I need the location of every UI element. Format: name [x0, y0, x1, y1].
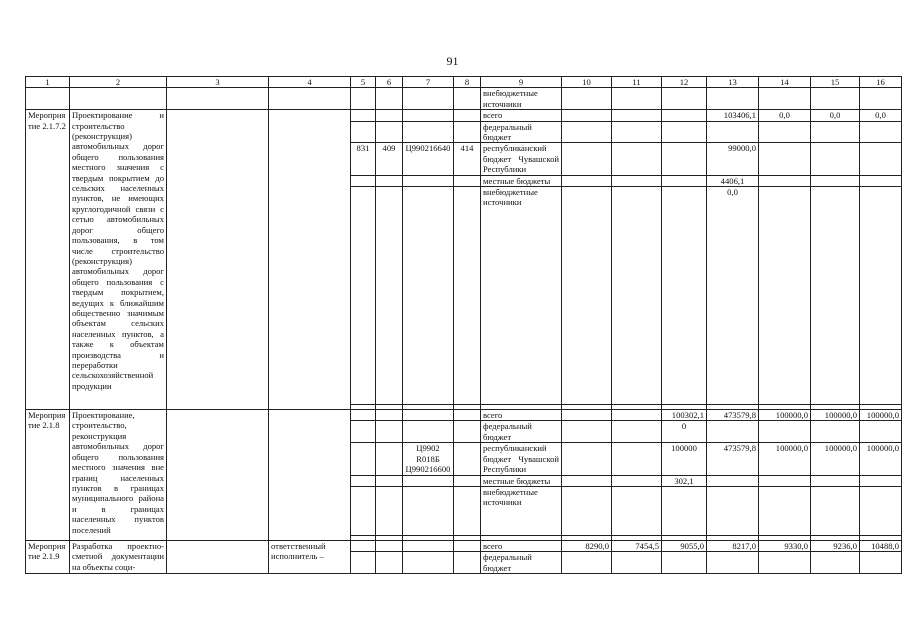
source-cell: всего — [481, 540, 562, 551]
source-cell: всего — [481, 410, 562, 421]
value-cell: 100000,0 — [811, 443, 860, 475]
value-cell: 4406,1 — [707, 175, 759, 186]
source-cell: местные бюджеты — [481, 175, 562, 186]
measure-description: Разработка проектно-сметной документации на объекты соци- — [70, 540, 167, 573]
source-cell: местные бюджеты — [481, 475, 562, 486]
value-cell: 8290,0 — [562, 540, 612, 551]
col-header: 16 — [860, 77, 902, 88]
col-header: 8 — [454, 77, 481, 88]
col-header: 5 — [351, 77, 376, 88]
source-cell: внебюджетные источники — [481, 486, 562, 535]
value-cell: 100000 — [662, 443, 707, 475]
value-cell: 9236,0 — [811, 540, 860, 551]
value-cell: 0,0 — [811, 110, 860, 121]
value-cell: 9055,0 — [662, 540, 707, 551]
value-cell: 100000,0 — [811, 410, 860, 421]
table-row — [26, 110, 902, 121]
source-cell: федеральный бюджет — [481, 421, 562, 443]
value-cell: 473579,8 — [707, 443, 759, 475]
program-table — [25, 76, 902, 574]
value-cell: 99000,0 — [707, 143, 759, 175]
col-header: 4 — [269, 77, 351, 88]
source-cell: всего — [481, 110, 562, 121]
measure-description: Проектирование, строительство, реконструкция автомобильных дорог общего пользования местного значения вне границ населенных пунктов в границах муниципального района и в границах населенных пунктов поселений — [70, 410, 167, 541]
value-cell: 9330,0 — [759, 540, 811, 551]
table-row — [26, 88, 902, 110]
source-cell: федеральный бюджет — [481, 121, 562, 143]
value-cell: 100000,0 — [759, 443, 811, 475]
col-header: 3 — [167, 77, 269, 88]
col-header: 12 — [662, 77, 707, 88]
code-cell: Ц9902 R018Б Ц990216600 — [403, 443, 454, 475]
col-header: 2 — [70, 77, 167, 88]
code-cell: 409 — [376, 143, 403, 175]
col-header: 9 — [481, 77, 562, 88]
measure-description: Проектирование и строительство (реконструкция) автомобильных дорог общего пользования местного значения с твердым покрытием до сельских населенных пунктов, не имеющих круглогодичной связи с сетью автомобильных дорог общего пользования, в том числе строительство (реконструкция) автомобильных дорог общего пользования с твердым покрытием, ведущих к ближайшим общественно значимым объектам сельских населенных пунктов, а также к объектам производства и переработки сельскохозяйственной продукции — [70, 110, 167, 410]
value-cell: 100000,0 — [860, 410, 902, 421]
col-header: 10 — [562, 77, 612, 88]
value-cell: 100302,1 — [662, 410, 707, 421]
value-cell: 0,0 — [707, 187, 759, 405]
col-header: 11 — [612, 77, 662, 88]
column-number-row — [26, 77, 902, 88]
col-header: 1 — [26, 77, 70, 88]
value-cell: 0,0 — [759, 110, 811, 121]
source-cell: республиканский бюджет Чувашской Республики — [481, 443, 562, 475]
col-header: 14 — [759, 77, 811, 88]
col-header: 13 — [707, 77, 759, 88]
value-cell: 473579,8 — [707, 410, 759, 421]
source-cell: республиканский бюджет Чувашской Республики — [481, 143, 562, 175]
value-cell: 302,1 — [662, 475, 707, 486]
value-cell: 100000,0 — [860, 443, 902, 475]
col-header: 7 — [403, 77, 454, 88]
source-cell: внебюджетные источники — [481, 187, 562, 405]
page-number: 91 — [446, 54, 459, 68]
measure-id: Мероприятие 2.1.7.2 — [26, 110, 70, 410]
value-cell: 7454,5 — [612, 540, 662, 551]
table-row — [26, 410, 902, 421]
code-cell: 414 — [454, 143, 481, 175]
code-cell: 831 — [351, 143, 376, 175]
measure-id: Мероприятие 2.1.9 — [26, 540, 70, 573]
code-cell: Ц990216640 — [403, 143, 454, 175]
value-cell: 100000,0 — [759, 410, 811, 421]
table-row — [26, 540, 902, 551]
source-cell: внебюджетные источники — [481, 88, 562, 110]
value-cell: 10488,0 — [860, 540, 902, 551]
value-cell: 0 — [662, 421, 707, 443]
col-header: 6 — [376, 77, 403, 88]
col-header: 15 — [811, 77, 860, 88]
responsible-cell: ответственный исполнитель – — [269, 540, 351, 573]
source-cell: федеральный бюджет — [481, 552, 562, 574]
value-cell: 8217,0 — [707, 540, 759, 551]
measure-id: Мероприятие 2.1.8 — [26, 410, 70, 541]
value-cell: 0,0 — [860, 110, 902, 121]
value-cell: 103406,1 — [707, 110, 759, 121]
